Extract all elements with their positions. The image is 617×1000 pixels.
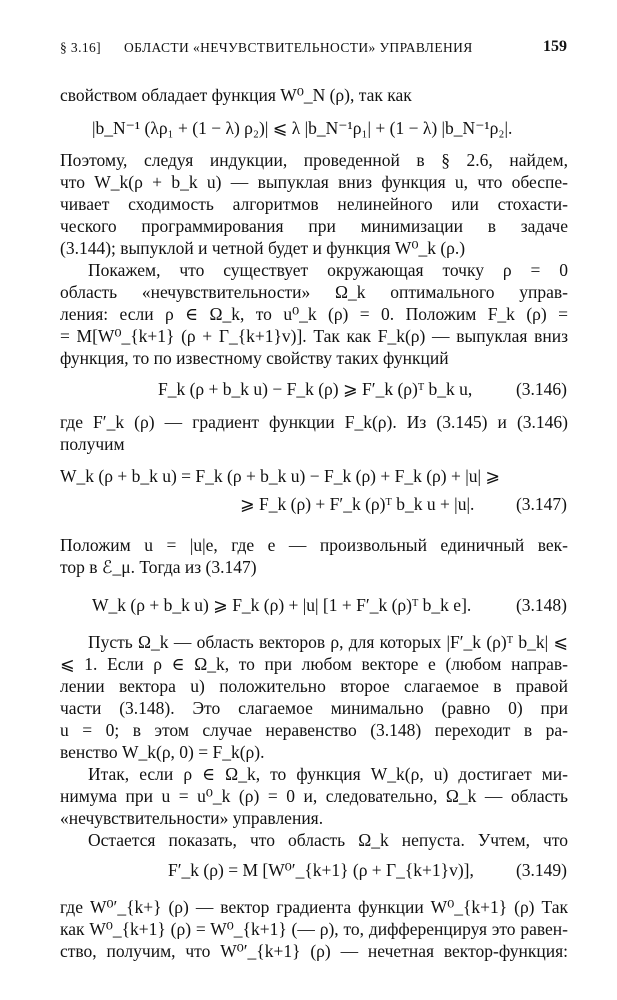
- text-line: «нечувствительности» управления.: [60, 808, 324, 828]
- equation: F′_k (ρ) = M [W⁰′_{k+1} (ρ + Γ_{k+1}v)],: [168, 860, 474, 880]
- text-line: как W⁰_{k+1} (ρ) = W⁰_{k+1} (— ρ), то, дифференцируя это равен-: [60, 919, 568, 939]
- text-line: (3.144); выпуклой и четной будет и функция W⁰_k (ρ.): [60, 238, 466, 258]
- text-line: где F′_k (ρ) — градиент функции F_k(ρ). Из (3.145) и (3.146): [60, 412, 568, 432]
- text-line: где W⁰′_{k+} (ρ) — вектор градиента функции W⁰_{k+1} (ρ) Так: [60, 897, 568, 917]
- text-line: тор в ℰ_μ. Тогда из (3.147): [60, 557, 257, 577]
- text-line: ⩽ 1. Если ρ ∈ Ω_k, то при любом векторе e (любом направ-: [60, 654, 568, 674]
- text-line: части (3.148). Это слагаемое минимально (равно 0) при: [60, 698, 568, 718]
- text-line: = M[W⁰_{k+1} (ρ + Γ_{k+1}v)]. Так как F_k(ρ) — выпуклая вниз: [60, 326, 568, 346]
- text-line: u = 0; в этом случае неравенство (3.148) переходит в ра-: [60, 720, 568, 740]
- equation: W_k (ρ + b_k u) ⩾ F_k (ρ) + |u| [1 + F′_k (ρ)ᵀ b_k e].: [92, 595, 472, 615]
- text-line: венство W_k(ρ, 0) = F_k(ρ).: [60, 742, 265, 762]
- text-line: ления: если ρ ∈ Ω_k, то u⁰_k (ρ) = 0. Положим F_k (ρ) =: [60, 304, 568, 324]
- text-line: Итак, если ρ ∈ Ω_k, то функция W_k(ρ, u) достигает ми-: [88, 764, 568, 784]
- equation-number: (3.148): [515, 595, 567, 615]
- text-line: ческого программирования при минимизации в задаче: [60, 216, 568, 236]
- text-line: Покажем, что существует окружающая точку ρ = 0: [88, 260, 568, 280]
- text-line: Пусть Ω_k — область векторов ρ, для которых |F′_k (ρ)ᵀ b_k| ⩽: [88, 632, 568, 652]
- text-line: получим: [60, 434, 125, 454]
- text-line: Остается показать, что область Ω_k непуста. Учтем, что: [88, 830, 568, 850]
- equation-number: (3.146): [515, 379, 567, 399]
- equation: ⩾ F_k (ρ) + F′_k (ρ)ᵀ b_k u + |u|.: [240, 494, 475, 514]
- section-ref: § 3.16]: [60, 40, 102, 55]
- text-line: ство, получим, что W⁰′_{k+1} (ρ) — нечетная вектор-функция:: [60, 941, 568, 961]
- header-title: ОБЛАСТИ «НЕЧУВСТВИТЕЛЬНОСТИ» УПРАВЛЕНИЯ: [124, 40, 473, 55]
- equation: W_k (ρ + b_k u) = F_k (ρ + b_k u) − F_k (ρ) + F_k (ρ) + |u| ⩾: [60, 466, 501, 486]
- text-line: область «нечувствительности» Ω_k оптимального управ-: [60, 282, 568, 302]
- text-line: нимума при u = u⁰_k (ρ) = 0 и, следовательно, Ω_k — область: [60, 786, 568, 806]
- text-line: Поэтому, следуя индукции, проведенной в § 2.6, найдем,: [60, 150, 568, 170]
- equation-number: (3.149): [515, 860, 567, 880]
- equation: F_k (ρ + b_k u) − F_k (ρ) ⩾ F′_k (ρ)ᵀ b_k u,: [158, 379, 473, 399]
- text-line: Положим u = |u|e, где e — произвольный единичный век-: [60, 535, 568, 555]
- text-line: функция, то по известному свойству таких функций: [60, 348, 449, 368]
- text-line: чивает сходимость алгоритмов нелинейного или стохасти-: [60, 194, 568, 214]
- page-number: 159: [543, 38, 567, 55]
- text-line: свойством обладает функция W⁰_N (ρ), так как: [60, 85, 412, 105]
- equation-number: (3.147): [515, 494, 567, 514]
- text-line: что W_k(ρ + b_k u) — выпуклая вниз функция u, что обеспе-: [60, 172, 568, 192]
- equation: |b_N⁻¹ (λρ₁ + (1 − λ) ρ₂)| ⩽ λ |b_N⁻¹ρ₁| + (1 − λ) |b_N⁻¹ρ₂|.: [92, 118, 513, 138]
- text-line: лении вектора u) положительно второе слагаемое в правой: [60, 676, 568, 696]
